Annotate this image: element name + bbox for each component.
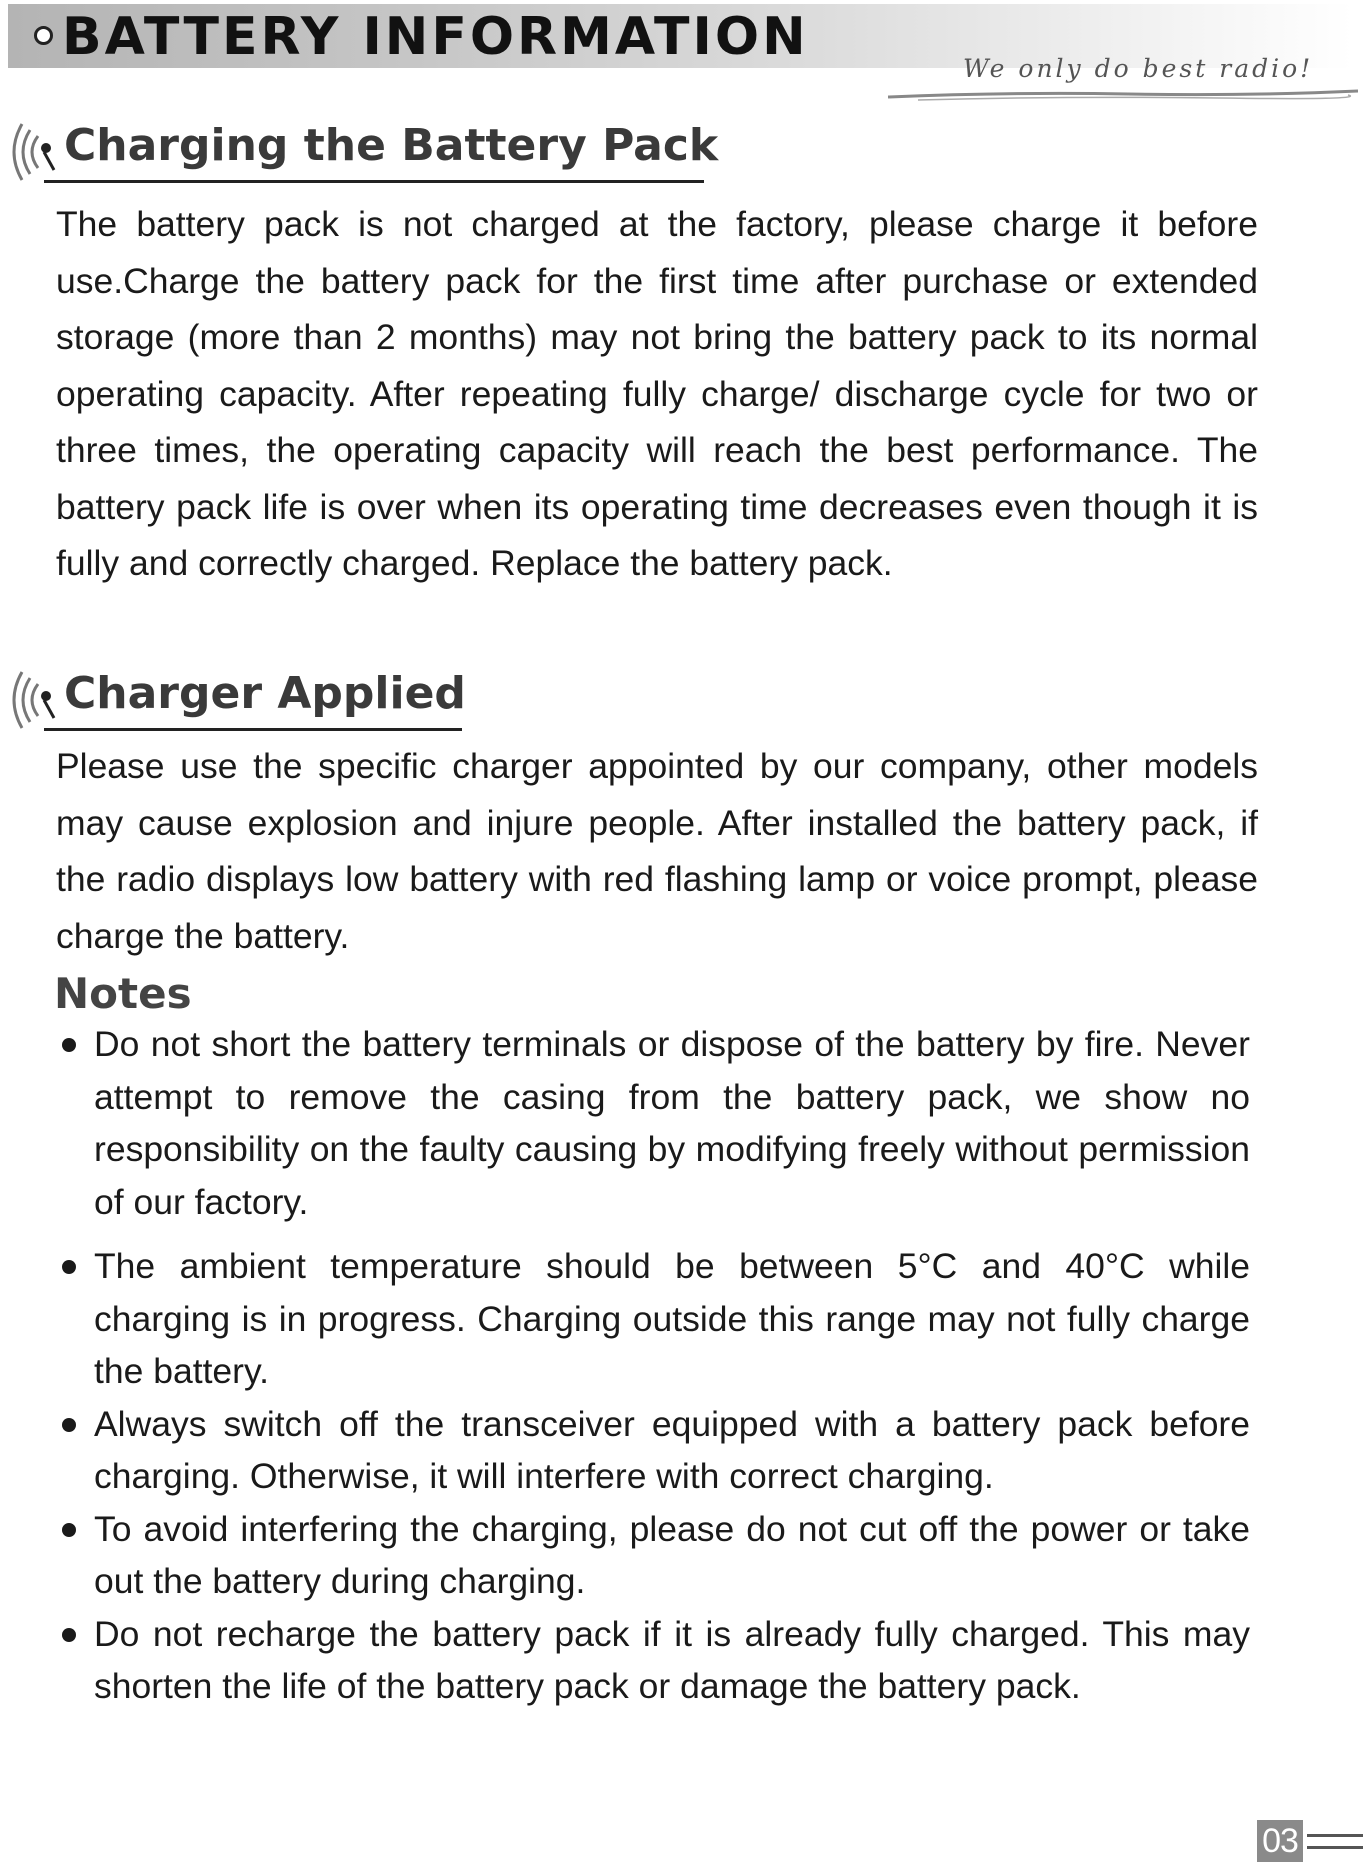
section-heading-charging [4,118,724,190]
section-heading-charger [4,666,484,738]
charging-paragraph: The battery pack is not charged at the factory, please charge it before use.Charge the battery pack for the first time after purchase or extended storage (more than 2 months) may not bring the battery pack to its normal operating capacity. After repeating fully charge/ discharge cycle for two or three times, the operating capacity will reach the best performance. The battery pack life is over when its operating time decreases even though it is fully and correctly charged. Replace the battery pack. [56,204,1258,583]
note-text: To avoid interfering the charging, please do not cut off the power or take out the battery during charging. [94,1508,1250,1601]
heading-underline [44,180,704,183]
note-text: Do not recharge the battery pack if it is already fully charged. This may shorten the life of the battery pack or damage the battery pack. [94,1613,1250,1706]
note-text: Do not short the battery terminals or dispose of the battery by fire. Never attempt to remove the casing from the battery pack, we show no responsibility on the faulty causing by modifying freely without permission of our factory. [94,1024,1250,1222]
radio-wave-icon [4,118,66,186]
note-text: Always switch off the transceiver equipped with a battery pack before charging. Otherwise, it will interfere with correct charging. [94,1403,1250,1496]
note-item [56,1608,1250,1713]
section-title: Charger Applied [64,668,466,719]
bullet-icon [62,1260,76,1274]
bullet-icon [62,1523,76,1537]
notes-list [56,1018,1250,1713]
bullet-icon [62,1038,76,1052]
note-item [56,1018,1250,1228]
page-number-line [1307,1834,1363,1837]
page-title: BATTERY INFORMATION [62,7,809,67]
page-number-line [1307,1846,1363,1849]
radio-wave-icon [4,666,66,734]
header-circle-icon [34,26,53,45]
notes-title: Notes [54,969,192,1018]
section-title: Charging the Battery Pack [64,120,719,171]
charger-paragraph: Please use the specific charger appointed by our company, other models may cause explosion and injure people. After installed the battery pack, if the radio displays low battery with red flashing lamp or voice prompt, please charge the battery. [56,746,1258,956]
bullet-icon [62,1418,76,1432]
brush-stroke-decoration [888,88,1358,102]
note-item [56,1398,1250,1503]
note-text: The ambient temperature should be between 5°C and 40°C while charging is in progress. Charging outside this range may not fully charge the battery. [94,1246,1250,1391]
header-band [8,4,1353,104]
page-number: 03 [1257,1820,1303,1862]
slogan-text: We only do best radio! [963,54,1314,83]
note-item [56,1503,1250,1608]
note-item [56,1240,1250,1398]
heading-underline [44,728,462,731]
bullet-icon [62,1628,76,1642]
